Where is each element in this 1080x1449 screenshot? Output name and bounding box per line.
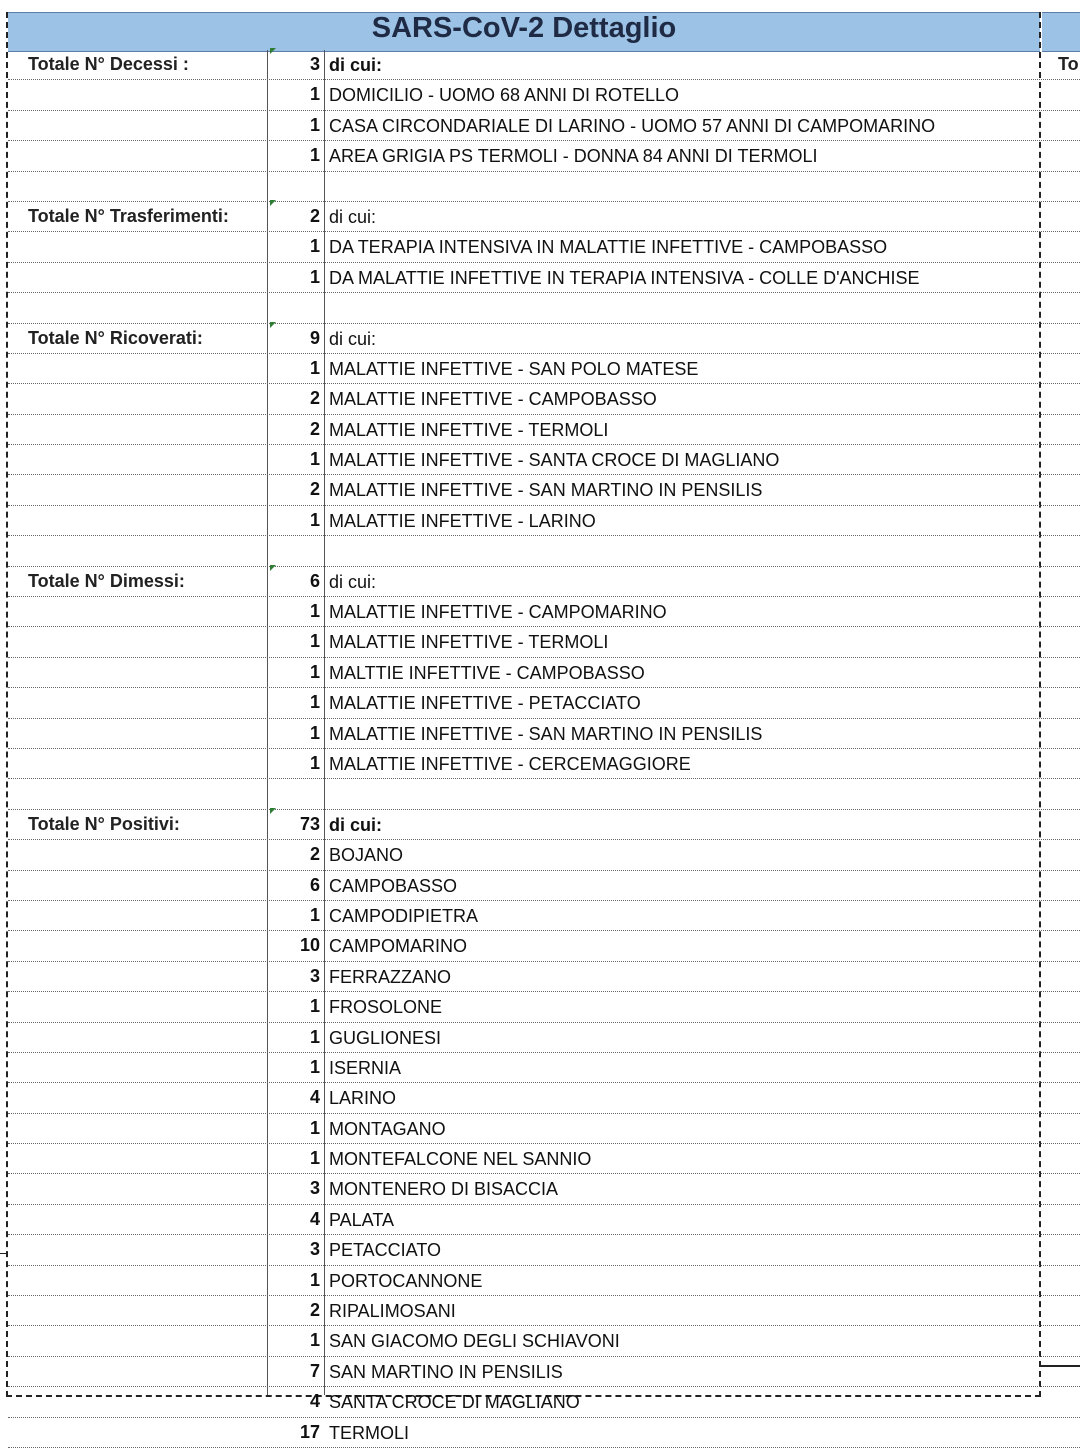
table-row (8, 749, 1080, 779)
row-description: DA MALATTIE INFETTIVE IN TERAPIA INTENSIVA - COLLE D'ANCHISE (329, 267, 920, 288)
row-description: CAMPODIPIETRA (329, 905, 479, 926)
table-row (8, 50, 1080, 80)
row-description: FROSOLONE (329, 997, 443, 1018)
table-row (8, 536, 1080, 566)
row-value: 6 (309, 874, 320, 895)
row-value: 2 (309, 1300, 320, 1321)
row-label: Totale N° Trasferimenti: (28, 205, 229, 226)
row-description: MALATTIE INFETTIVE - CERCEMAGGIORE (329, 753, 691, 774)
row-value: 10 (299, 935, 320, 956)
row-description: MALATTIE INFETTIVE - PETACCIATO (329, 693, 641, 714)
sheet-title: SARS-CoV-2 Dettaglio (371, 12, 677, 44)
row-description: di cui: (329, 571, 377, 592)
row-label: Totale N° Dimessi: (28, 570, 185, 591)
row-value: 4 (309, 1391, 320, 1412)
row-description: di cui: (329, 328, 377, 349)
row-description: RIPALIMOSANI (329, 1301, 456, 1322)
row-value: 1 (309, 752, 320, 773)
table-row (8, 172, 1080, 202)
table-row (8, 1205, 1080, 1235)
row-value: 1 (309, 449, 320, 470)
row-description: CAMPOMARINO (329, 936, 468, 957)
table-row (8, 202, 1080, 232)
row-label: Totale N° Decessi : (28, 54, 189, 74)
row-description: AREA GRIGIA PS TERMOLI - DONNA 84 ANNI DI TERMOLI (329, 146, 818, 167)
row-value: 1 (309, 84, 320, 105)
row-value: 7 (309, 1360, 320, 1381)
row-value: 3 (309, 965, 320, 986)
table-row (8, 1387, 1080, 1417)
row-description: di cui: (329, 55, 382, 75)
table-row (8, 263, 1080, 293)
table-row (8, 141, 1080, 171)
table-row (8, 1418, 1080, 1448)
row-value: 2 (309, 844, 320, 865)
row-value: 2 (309, 479, 320, 500)
table-row (8, 597, 1080, 627)
table-row (8, 688, 1080, 718)
table-row (8, 384, 1080, 414)
table-row (8, 992, 1080, 1022)
row-description: DA TERAPIA INTENSIVA IN MALATTIE INFETTIVE - CAMPOBASSO (329, 237, 888, 258)
row-value: 4 (309, 1087, 320, 1108)
row-value: 1 (309, 631, 320, 652)
row-value: 1 (309, 114, 320, 135)
row-description: PETACCIATO (329, 1240, 442, 1261)
row-description: MONTAGANO (329, 1118, 446, 1139)
row-value: 1 (309, 266, 320, 287)
row-value: 2 (309, 418, 320, 439)
table-row (8, 1174, 1080, 1204)
table-row (8, 871, 1080, 901)
row-value: 1 (309, 692, 320, 713)
row-value: 1 (309, 661, 320, 682)
row-description: SAN GIACOMO DEGLI SCHIAVONI (329, 1331, 620, 1352)
row-description: SANTA CROCE DI MAGLIANO (329, 1392, 580, 1413)
row-description: MALTTIE INFETTIVE - CAMPOBASSO (329, 662, 645, 683)
row-value: 1 (309, 904, 320, 925)
table-row (8, 840, 1080, 870)
row-description: MALATTIE INFETTIVE - SAN POLO MATESE (329, 358, 699, 379)
row-value: 1 (309, 1117, 320, 1138)
table-row (8, 293, 1080, 323)
row-value: 17 (299, 1421, 320, 1442)
row-description: MALATTIE INFETTIVE - TERMOLI (329, 632, 609, 653)
table-body (8, 50, 1080, 1448)
row-description: MALATTIE INFETTIVE - SAN MARTINO IN PENSILIS (329, 723, 763, 744)
table-row (8, 445, 1080, 475)
row-value: 3 (309, 1178, 320, 1199)
row-description: MALATTIE INFETTIVE - TERMOLI (329, 419, 609, 440)
row-description: MONTEFALCONE NEL SANNIO (329, 1149, 592, 1170)
table-row (8, 1357, 1080, 1387)
table-row (8, 232, 1080, 262)
table-row (8, 354, 1080, 384)
table-row (8, 1326, 1080, 1356)
table-row (8, 1296, 1080, 1326)
row-value: 1 (309, 1269, 320, 1290)
table-row (8, 1235, 1080, 1265)
row-description: DOMICILIO - UOMO 68 ANNI DI ROTELLO (329, 85, 680, 106)
row-value: 1 (309, 145, 320, 166)
row-description: MALATTIE INFETTIVE - SAN MARTINO IN PENSILIS (329, 480, 763, 501)
table-row (8, 658, 1080, 688)
table-row (8, 810, 1080, 840)
left-border-tick (0, 1253, 8, 1254)
row-description: FERRAZZANO (329, 966, 452, 987)
row-description: BOJANO (329, 845, 404, 866)
row-value: 3 (309, 54, 320, 74)
row-value: 3 (309, 1239, 320, 1260)
table-row (8, 567, 1080, 597)
row-description: ISERNIA (329, 1057, 402, 1078)
row-description: GUGLIONESI (329, 1027, 442, 1048)
row-description: di cui: (329, 206, 377, 227)
table-row (8, 475, 1080, 505)
row-value: 1 (309, 357, 320, 378)
row-description: SAN MARTINO IN PENSILIS (329, 1361, 563, 1382)
table-row (8, 1023, 1080, 1053)
row-value: 1 (309, 1148, 320, 1169)
row-description: di cui: (329, 814, 382, 835)
table-row (8, 962, 1080, 992)
row-value: 1 (309, 236, 320, 257)
row-description: TERMOLI (329, 1422, 410, 1443)
row-value: 1 (309, 1330, 320, 1351)
table-row (8, 80, 1080, 110)
table-row (8, 415, 1080, 445)
table-row (8, 1266, 1080, 1296)
title-bar (8, 12, 1040, 52)
table-row (8, 931, 1080, 961)
adjacent-column-label: To (1058, 54, 1079, 74)
table-row (8, 1144, 1080, 1174)
table-row (8, 901, 1080, 931)
row-value: 1 (309, 996, 320, 1017)
row-description: MONTENERO DI BISACCIA (329, 1179, 559, 1200)
table-row (8, 1083, 1080, 1113)
row-description: MALATTIE INFETTIVE - CAMPOMARINO (329, 602, 667, 623)
table-row (8, 1053, 1080, 1083)
row-description: MALATTIE INFETTIVE - CAMPOBASSO (329, 389, 657, 410)
row-description: MALATTIE INFETTIVE - SANTA CROCE DI MAGLIANO (329, 450, 780, 471)
row-description: PORTOCANNONE (329, 1270, 483, 1291)
row-value: 6 (309, 570, 320, 591)
row-value: 1 (309, 1026, 320, 1047)
row-description: MALATTIE INFETTIVE - LARINO (329, 510, 596, 531)
row-label: Totale N° Ricoverati: (28, 327, 203, 348)
row-description: LARINO (329, 1088, 397, 1109)
row-value: 1 (309, 1056, 320, 1077)
table-row (8, 779, 1080, 809)
row-description: PALATA (329, 1209, 395, 1230)
table-row (8, 324, 1080, 354)
row-value: 2 (309, 388, 320, 409)
table-row (8, 506, 1080, 536)
row-value: 73 (299, 813, 320, 834)
table-row (8, 111, 1080, 141)
row-value: 1 (309, 722, 320, 743)
row-value: 4 (309, 1208, 320, 1229)
row-description: CASA CIRCONDARIALE DI LARINO - UOMO 57 ANNI DI CAMPOMARINO (329, 115, 936, 136)
row-label: Totale N° Positivi: (28, 813, 180, 834)
row-description: CAMPOBASSO (329, 875, 458, 896)
right-title-cell (1042, 12, 1080, 52)
row-value: 1 (309, 509, 320, 530)
table-row (8, 627, 1080, 657)
row-value: 9 (309, 327, 320, 348)
table-row (8, 719, 1080, 749)
row-value: 2 (309, 205, 320, 226)
table-row (8, 1114, 1080, 1144)
row-value: 1 (309, 601, 320, 622)
